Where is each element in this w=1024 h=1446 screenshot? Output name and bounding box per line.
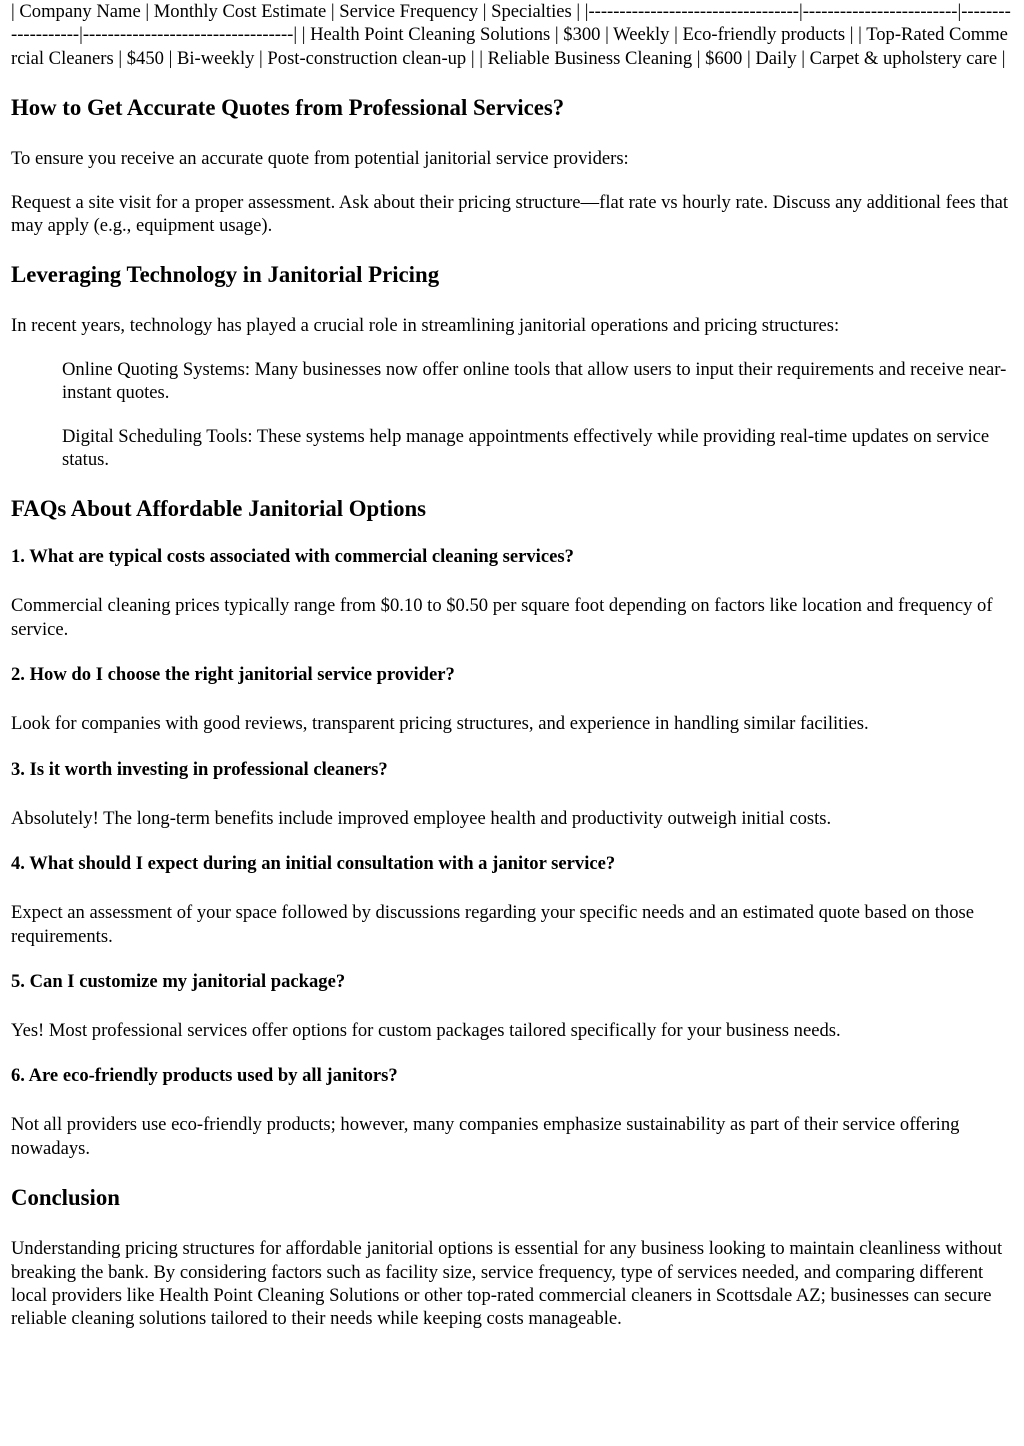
faq-answer-5: Yes! Most professional services offer options for custom packages tailored specifically for your business needs. — [11, 1019, 841, 1041]
faqs-heading: FAQs About Affordable Janitorial Options — [11, 496, 427, 522]
quotes-body: Request a site visit for a proper assessment. Ask about their pricing structure—flat rate vs hourly rate. Discuss any additional fees that may apply (e.g., equipment usage). — [11, 191, 1009, 237]
faq-answer-6: Not all providers use eco-friendly products; however, many companies emphasize sustainability as part of their service offering nowadays. — [11, 1114, 960, 1159]
faq-question-5: 5. Can I customize my janitorial package? — [11, 970, 346, 992]
technology-item-digital-scheduling: Digital Scheduling Tools: These systems help manage appointments effectively while providing real-time updates on service status. — [62, 425, 990, 471]
faq-question-4: 4. What should I expect during an initial consultation with a janitor service? — [11, 853, 616, 875]
quotes-intro: To ensure you receive an accurate quote from potential janitorial service providers: — [11, 148, 629, 170]
faq-question-2: 2. How do I choose the right janitorial service provider? — [11, 664, 455, 686]
faq-question-1: 1. What are typical costs associated with commercial cleaning services? — [11, 546, 574, 568]
faq-answer-3: Absolutely! The long-term benefits include improved employee health and productivity outweigh initial costs. — [11, 807, 832, 829]
markdown-table-text: | Company Name | Monthly Cost Estimate | Service Frequency | Specialties | |----------------------------------|-------------------------|-------------------|----------------------------------| | Health Point Cleaning Solutions | $300 | Weekly | Eco-friendly products | | Top-Rated Commercial Cleaners | $450 | Bi-weekly | Post-construction clean-up | | Reliable Business Cleaning | $600 | Daily | Carpet & upholstery care | — [11, 1, 1011, 69]
faq-question-3: 3. Is it worth investing in professional cleaners? — [11, 758, 388, 780]
technology-item-online-quoting: Online Quoting Systems: Many businesses now offer online tools that allow users to input their requirements and receive near-instant quotes. — [62, 358, 1007, 404]
faq-question-6: 6. Are eco-friendly products used by all janitors? — [11, 1065, 398, 1087]
conclusion-body: Understanding pricing structures for affordable janitorial options is essential for any business looking to maintain cleanliness without breaking the bank. By considering factors such as facility size, service frequency, type of services needed, and comparing different local providers like Health Point Cleaning Solutions or other top-rated commercial cleaners in Scottsdale AZ; businesses can secure reliable cleaning solutions tailored to their needs while keeping costs manageable. — [11, 1238, 1003, 1330]
quotes-heading: How to Get Accurate Quotes from Professional Services? — [11, 95, 565, 121]
faq-answer-2: Look for companies with good reviews, transparent pricing structures, and experience in handling similar facilities. — [11, 713, 869, 735]
faq-answer-4: Expect an assessment of your space followed by discussions regarding your specific needs and an estimated quote based on those requirements. — [11, 902, 974, 947]
technology-intro: In recent years, technology has played a crucial role in streamlining janitorial operations and pricing structures: — [11, 315, 840, 337]
technology-heading: Leveraging Technology in Janitorial Pricing — [11, 262, 440, 288]
conclusion-heading: Conclusion — [11, 1185, 120, 1211]
faq-answer-1: Commercial cleaning prices typically range from $0.10 to $0.50 per square foot depending on factors like location and frequency of service. — [11, 595, 993, 640]
